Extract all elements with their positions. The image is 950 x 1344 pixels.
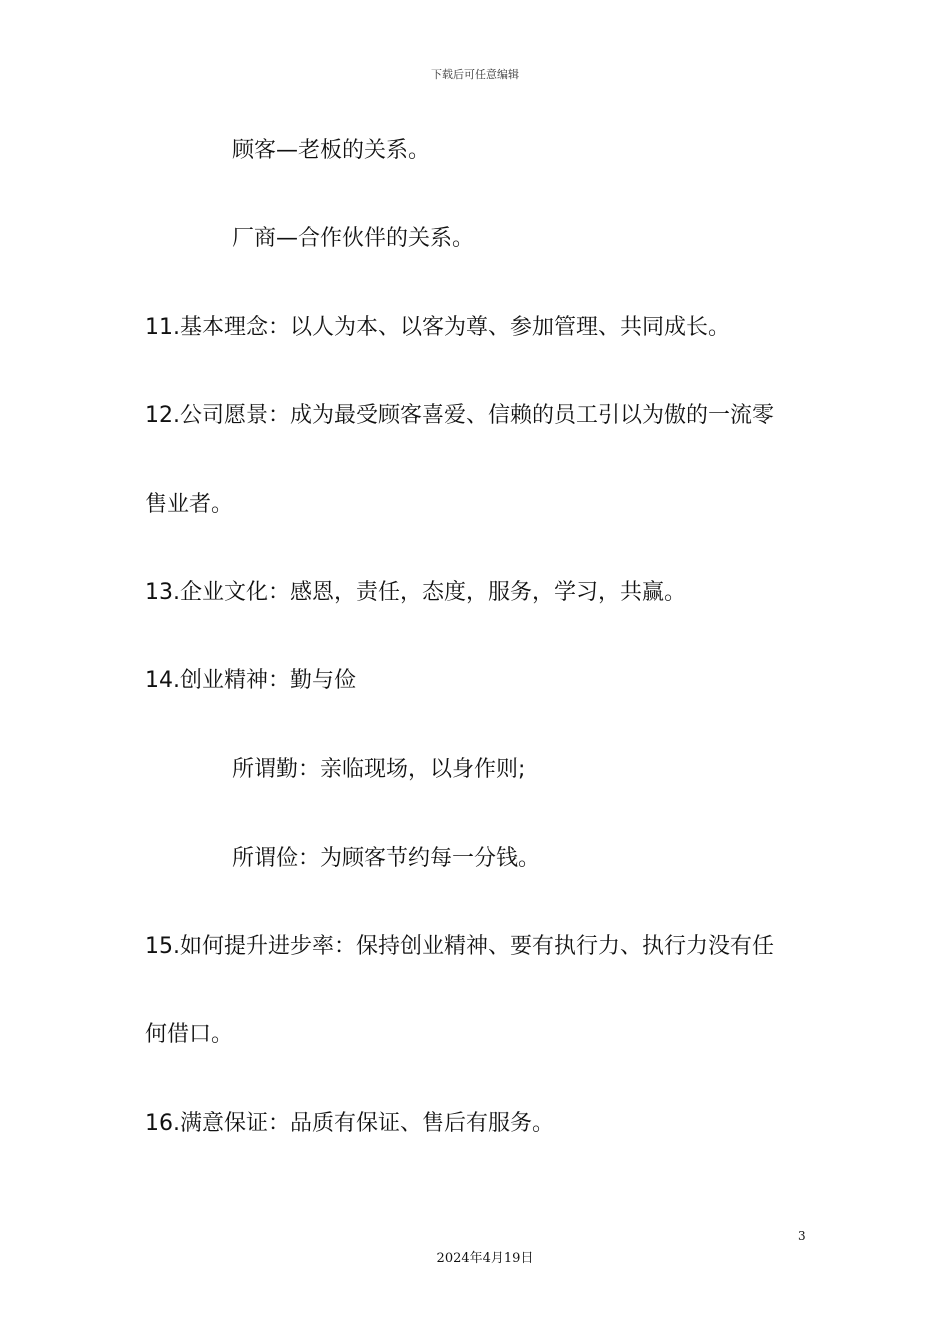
body-line-basic-philosophy: 11.基本理念：以人为本、以客为尊、参加管理、共同成长。 xyxy=(145,315,730,340)
body-line-thrift: 所谓俭：为顾客节约每一分钱。 xyxy=(232,846,541,871)
body-line-company-vision-cont: 售业者。 xyxy=(145,492,234,517)
page-header: 下载后可任意编辑 xyxy=(431,68,519,81)
body-line-company-vision: 12.公司愿景：成为最受顾客喜爱、信赖的员工引以为傲的一流零 xyxy=(145,403,774,428)
body-line-corporate-culture: 13.企业文化：感恩，责任，态度，服务，学习，共赢。 xyxy=(145,580,686,605)
body-line-vendor-partner: 厂商—合作伙伴的关系。 xyxy=(232,226,475,251)
body-line-entrepreneurial-spirit: 14.创业精神：勤与俭 xyxy=(145,668,356,693)
body-line-improvement-rate: 15.如何提升进步率：保持创业精神、要有执行力、执行力没有任 xyxy=(145,934,774,959)
body-line-customer-boss: 顾客—老板的关系。 xyxy=(232,138,431,163)
body-line-diligence: 所谓勤：亲临现场，以身作则; xyxy=(232,757,526,782)
page-number: 3 xyxy=(798,1229,806,1243)
body-line-satisfaction-guarantee: 16.满意保证：品质有保证、售后有服务。 xyxy=(145,1111,554,1136)
body-line-improvement-rate-cont: 何借口。 xyxy=(145,1022,234,1047)
footer-date: 2024年4月19日 xyxy=(436,1251,534,1266)
